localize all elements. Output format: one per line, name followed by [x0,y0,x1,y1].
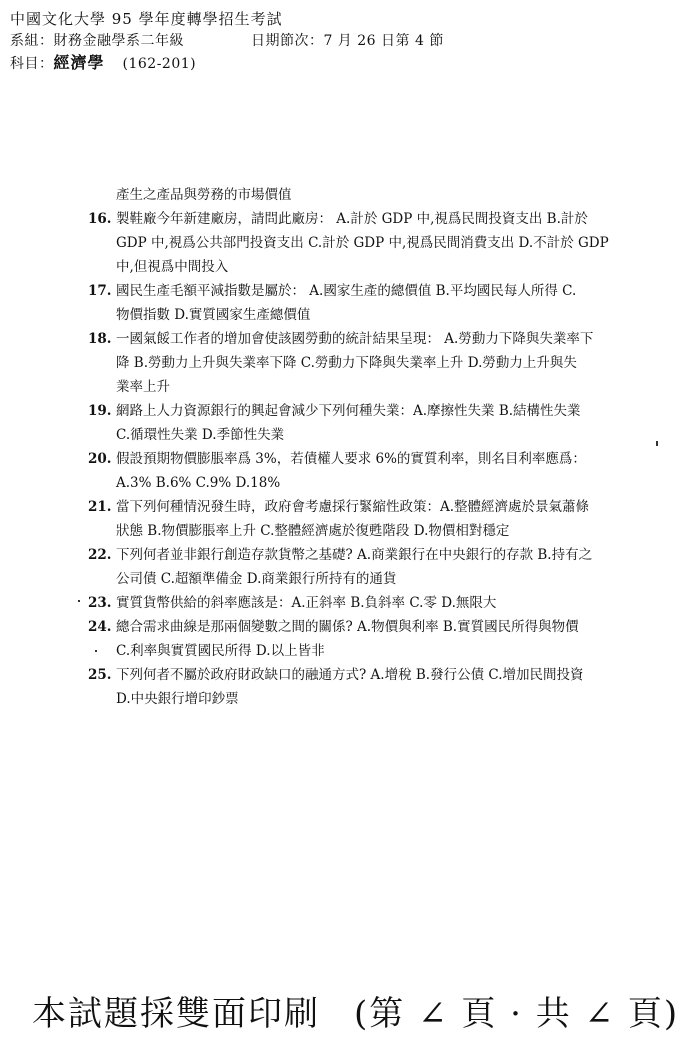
question-16 [88,207,688,279]
question-line: 製鞋廠今年新建廠房，請問此廠房： A.計於 GDP 中,視爲民間投資支出 B.計於 [116,211,588,227]
question-line: 國民生產毛額平減指數是屬於： A.國家生產的總價值 B.平均國民每人所得 C. [116,283,577,299]
question-line: 下列何者不屬於政府財政缺口的融通方式? A.增稅 B.發行公債 C.增加民間投資 [116,667,584,683]
question-line: 業率上升 [116,379,170,395]
date-label: 日期節次：7 月 26 日第 4 節 [250,33,444,49]
question-number: 25. [88,667,112,683]
question-line: C.利率與實質國民所得 D.以上皆非 [116,643,325,659]
question-line: 物價指數 D.實質國家生產總價值 [116,307,311,323]
question-17 [88,279,688,327]
subject-label: 科目： [10,56,54,72]
question-line: 公司債 C.超額準備金 D.商業銀行所持有的通貨 [116,571,397,587]
question-number: 16. [88,211,112,227]
question-list [88,183,688,711]
print-note [32,990,692,1038]
subject-code: (162-201) [122,56,197,72]
question-18 [88,327,688,399]
question-line: GDP 中,視爲公共部門投資支出 C.計於 GDP 中,視爲民間消費支出 D.不計於 GDP [116,235,609,251]
exam-title: 中國文化大學 95 學年度轉學招生考試 [10,10,283,28]
department-label: 系組：財務金融學系二年級 [10,33,184,49]
question-line: 中,但視爲中間投入 [116,259,229,275]
question-number: 17. [88,283,112,299]
question-20 [88,447,688,495]
question-23 [88,591,688,615]
question-25 [88,663,688,711]
question-line: 假設預期物價膨脹率爲 3%，若債權人要求 6%的實質利率，則名目利率應爲： [116,451,586,467]
question-line: 一國氣餒工作者的增加會使該國勞動的統計結果呈現： A.勞動力下降與失業率下 [116,331,594,347]
page-info: (第 ∠ 頁 · 共 ∠ 頁) [354,994,680,1034]
question-line: D.中央銀行增印鈔票 [116,691,239,707]
question-line: 實質貨幣供給的斜率應該是：A.正斜率 B.負斜率 C.零 D.無限大 [116,595,497,611]
question-line: 網路上人力資源銀行的興起會減少下列何種失業：A.摩擦性失業 B.結構性失業 [116,403,581,419]
question-line: 當下列何種情況發生時，政府會考慮採行緊縮性政策：A.整體經濟處於景氣蕭條 [116,499,590,515]
question-line: A.3% B.6% C.9% D.18% [116,475,281,491]
subject-name: 經濟學 [53,53,105,72]
scan-speck [95,650,97,652]
scan-speck [656,441,658,446]
exam-header [10,8,690,75]
question-line: 降 B.勞動力上升與失業率下降 C.勞動力下降與失業率上升 D.勞動力上升與失 [116,355,577,371]
question-number: 24. [88,619,112,635]
question-line: C.循環性失業 D.季節性失業 [116,427,285,443]
question-number: 22. [88,547,112,563]
scan-speck [78,600,80,602]
question-number: 20. [88,451,112,467]
question-24 [88,615,688,663]
question-line: 下列何者並非銀行創造存款貨幣之基礎? A.商業銀行在中央銀行的存款 B.持有之 [116,547,593,563]
double-sided-note: 本試題採雙面印刷 [32,994,320,1034]
continuation-text: 產生之產品與勞務的市場價值 [116,187,292,203]
exam-meta-line [10,30,690,52]
question-22 [88,543,688,591]
question-21 [88,495,688,543]
question-line: 總合需求曲線是那兩個變數之間的關係? A.物價與利率 B.實質國民所得與物價 [116,619,579,635]
subject-line [10,52,690,75]
question-number: 21. [88,499,112,515]
question-number: 19. [88,403,112,419]
question-line: 狀態 B.物價膨脹率上升 C.整體經濟處於復甦階段 D.物價相對穩定 [116,523,510,539]
question-number: 18. [88,331,112,347]
question-number: 23. [88,595,112,611]
question-19 [88,399,688,447]
